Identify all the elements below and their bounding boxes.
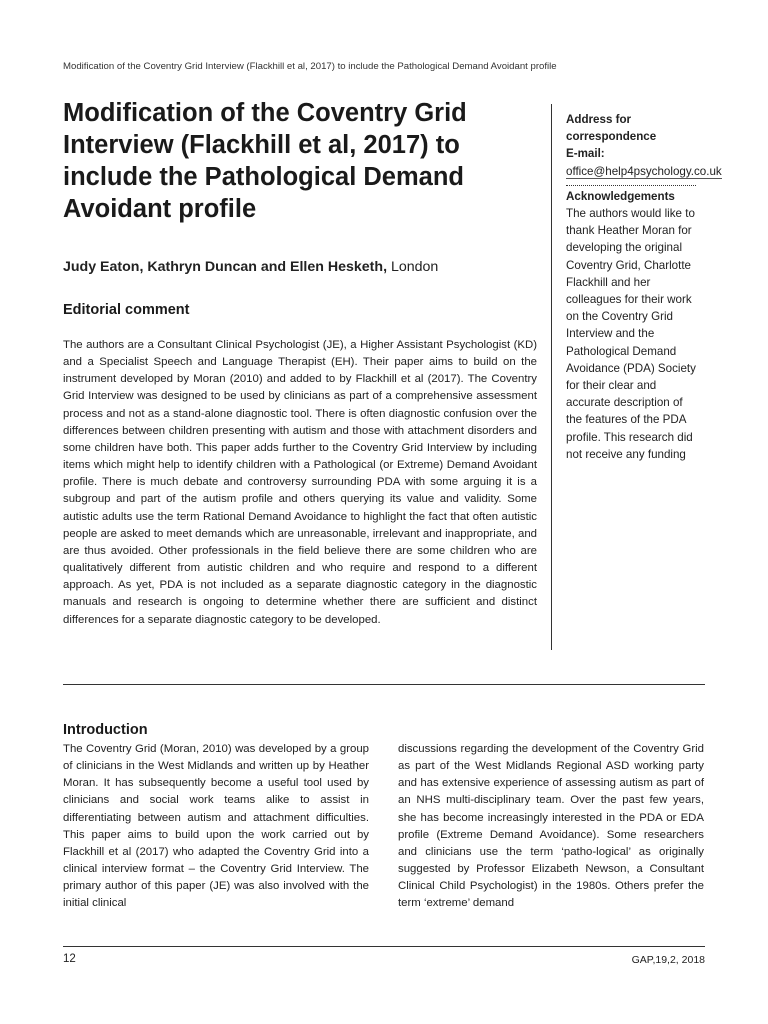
column-divider bbox=[551, 104, 552, 650]
address-heading: Address for correspondence bbox=[566, 113, 657, 144]
article-title: Modification of the Coventry Grid Interview (Flackhill et al, 2017) to include the Pathological Demand Avoidant profile bbox=[63, 99, 467, 223]
section-divider bbox=[63, 684, 705, 685]
journal-reference: GAP,19,2, 2018 bbox=[631, 954, 705, 966]
author-location: London bbox=[390, 259, 439, 275]
running-header: Modification of the Coventry Grid Interview (Flackhill et al, 2017) to include the Pathological Demand Avoidant profile bbox=[63, 61, 557, 72]
page-number: 12 bbox=[63, 953, 76, 965]
author-line bbox=[63, 259, 543, 275]
introduction-column-left: The Coventry Grid (Moran, 2010) was developed by a group of clinicians in the West Midlands and written up by Heather Moran. It has subsequently become a useful tool used by clinicians and social work teams alike to assist in differentiating between autism and attachment difficulties. This paper aims to build upon the work carried out by Flackhill et al (2017) who adapted the Coventry Grid into a clinical interview format – the Coventry Grid Interview. The primary author of this paper (JE) was also involved with the initial clinical bbox=[63, 743, 369, 910]
editorial-heading: Editorial comment bbox=[63, 302, 190, 318]
author-names: Judy Eaton, Kathryn Duncan and Ellen Hesketh, bbox=[63, 259, 388, 275]
sidebar bbox=[566, 111, 722, 463]
email-label: E-mail: bbox=[566, 147, 605, 161]
footer-divider bbox=[63, 946, 705, 947]
sidebar-dotted-divider bbox=[566, 185, 696, 186]
acknowledgements-heading: Acknowledgements bbox=[566, 189, 675, 203]
introduction-column-right: discussions regarding the development of the Coventry Grid as part of the West Midlands Regional ASD working party and has extensive experience of assessing autism as part of an NHS multi-disciplinary team. Over the past few years, she has become increasingly interested in the PDA or EDA profile (Extreme Demand Avoidance). Some researchers and clinicians use the term ‘patho-logical’ as originally suggested by Professor Elizabeth Newson, a Consultant Clinical Child Psychologist) in the 1980s. Others prefer the term ‘extreme’ demand bbox=[398, 743, 704, 910]
introduction-heading: Introduction bbox=[63, 722, 148, 738]
email-line bbox=[566, 145, 722, 179]
email-link[interactable]: office@help4psychology.co.uk bbox=[566, 164, 722, 178]
acknowledgements-body: The authors would like to thank Heather Moran for developing the original Coventry Grid, Charlotte Flackhill and her colleagues for their work on the Coventry Grid Interview and the Pathological Demand Avoidance (PDA) Society for their clear and accurate description of the features of the PDA profile. This research did not receive any funding bbox=[566, 207, 696, 461]
editorial-body: The authors are a Consultant Clinical Psychologist (JE), a Higher Assistant Psychologist (KD) and a Specialist Speech and Language Therapist (EH). Their paper aims to build on the instrument developed by Moran (2010) and added to by Flackhill et al (2017). The Coventry Grid Interview was designed to be used by clinicians as part of a comprehensive assessment process and not as a stand-alone diagnostic tool. There is often diagnostic confusion over the differences between children presenting with autism and those with attachment disorders and some children have both. This paper adds further to the Coventry Grid Interview by including items which might help to identify children with a Pathological (or Extreme) Demand Avoidant profile. There is much debate and controversy surrounding PDA with some arguing it is a subgroup and part of the autism profile and others querying its value and validity. Some autistic adults use the term Rational Demand Avoidance to highlight the fact that often autistic people are asked to meet demands which are unreasonable, irrelevant and inappropriate, and are thus avoided. Other professionals in the field believe there are some children who are qualitatively different from autistic children and who require and respond to a different approach. As yet, PDA is not included as a separate diagnostic category in the diagnostic manuals and research is ongoing to determine whether there are sufficient and distinct differences for a separate diagnostic category to be developed. bbox=[63, 339, 537, 626]
